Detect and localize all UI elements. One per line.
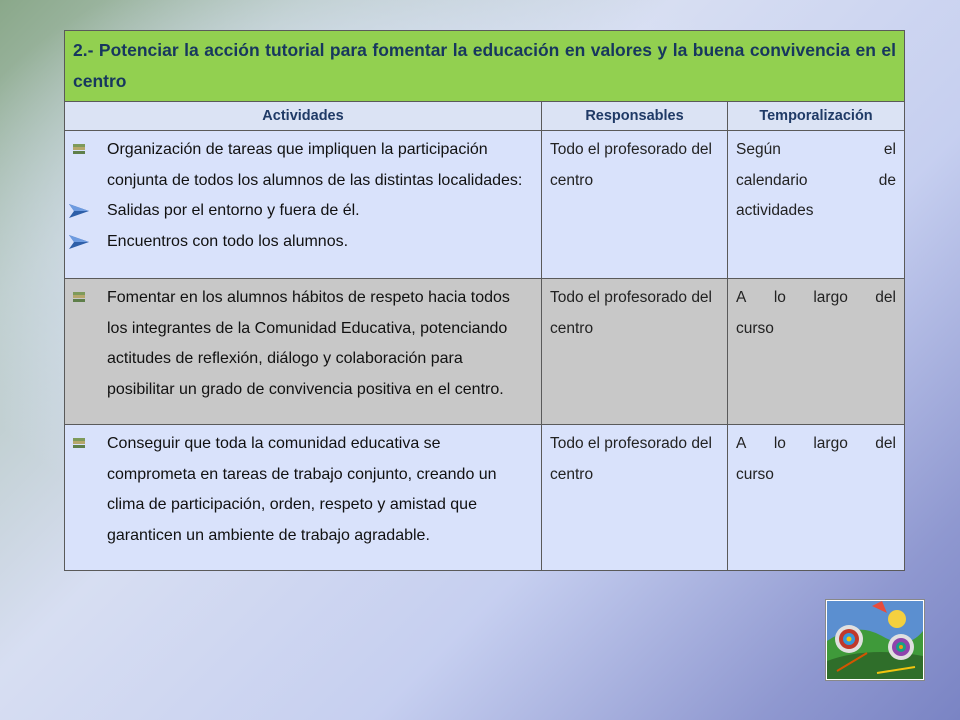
temp-line: Según el xyxy=(736,141,896,158)
list-item xyxy=(65,227,531,258)
activity-cell xyxy=(65,279,542,425)
table-row xyxy=(65,131,905,279)
temp-line: curso xyxy=(736,465,774,483)
responsables-cell: Todo el profesorado del centro xyxy=(542,131,728,279)
arrow-bullet-icon xyxy=(69,235,89,249)
list-item xyxy=(65,429,531,551)
sub-item-text: Salidas por el entorno y fuera de él. xyxy=(107,202,360,219)
table-row xyxy=(65,425,905,571)
list-item xyxy=(65,283,531,405)
temporalizacion-cell xyxy=(728,425,905,571)
bullet-icon xyxy=(73,438,85,448)
bullet-icon xyxy=(73,292,85,302)
list-item xyxy=(65,135,531,196)
arrow-bullet-icon xyxy=(69,204,89,218)
bullet-icon xyxy=(73,144,85,154)
table-title: 2.- Potenciar la acción tutorial para fomentar la educación en valores y la buena convivencia en el centro xyxy=(65,31,905,102)
activity-text: Fomentar en los alumnos hábitos de respeto hacia todos los integrantes de la Comunidad Educativa, potenciando actitudes de reflexión, diálogo y colaboración para posibilitar un grado de convivencia positiva en el centro. xyxy=(107,289,510,398)
sub-item-text: Encuentros con todo los alumnos. xyxy=(107,232,349,250)
temp-line: curso xyxy=(736,319,774,337)
header-temporalizacion: Temporalización xyxy=(728,102,905,131)
list-item xyxy=(65,196,531,227)
activity-cell xyxy=(65,131,542,279)
plan-table xyxy=(64,30,905,571)
temp-line: calendario de xyxy=(736,171,896,189)
temp-line: actividades xyxy=(736,202,814,219)
header-responsables: Responsables xyxy=(542,102,728,131)
responsables-cell: Todo el profesorado del centro xyxy=(542,279,728,425)
table-row xyxy=(65,279,905,425)
temporalizacion-cell xyxy=(728,279,905,425)
responsables-cell: Todo el profesorado del centro xyxy=(542,425,728,571)
school-logo-image xyxy=(826,600,924,680)
temp-line: A lo largo del xyxy=(736,435,896,452)
header-actividades: Actividades xyxy=(65,102,542,131)
activity-cell xyxy=(65,425,542,571)
temporalizacion-cell xyxy=(728,131,905,279)
logo-illustration-icon xyxy=(827,601,923,679)
activity-text: Conseguir que toda la comunidad educativa se comprometa en tareas de trabajo conjunto, creando un clima de participación, orden, respeto y amistad que garanticen un ambiente de trabajo agradable. xyxy=(107,435,497,544)
temp-line: A lo largo del xyxy=(736,289,896,306)
activity-text: Organización de tareas que impliquen la participación conjunta de todos los alumnos de las distintas localidades: xyxy=(107,141,523,189)
